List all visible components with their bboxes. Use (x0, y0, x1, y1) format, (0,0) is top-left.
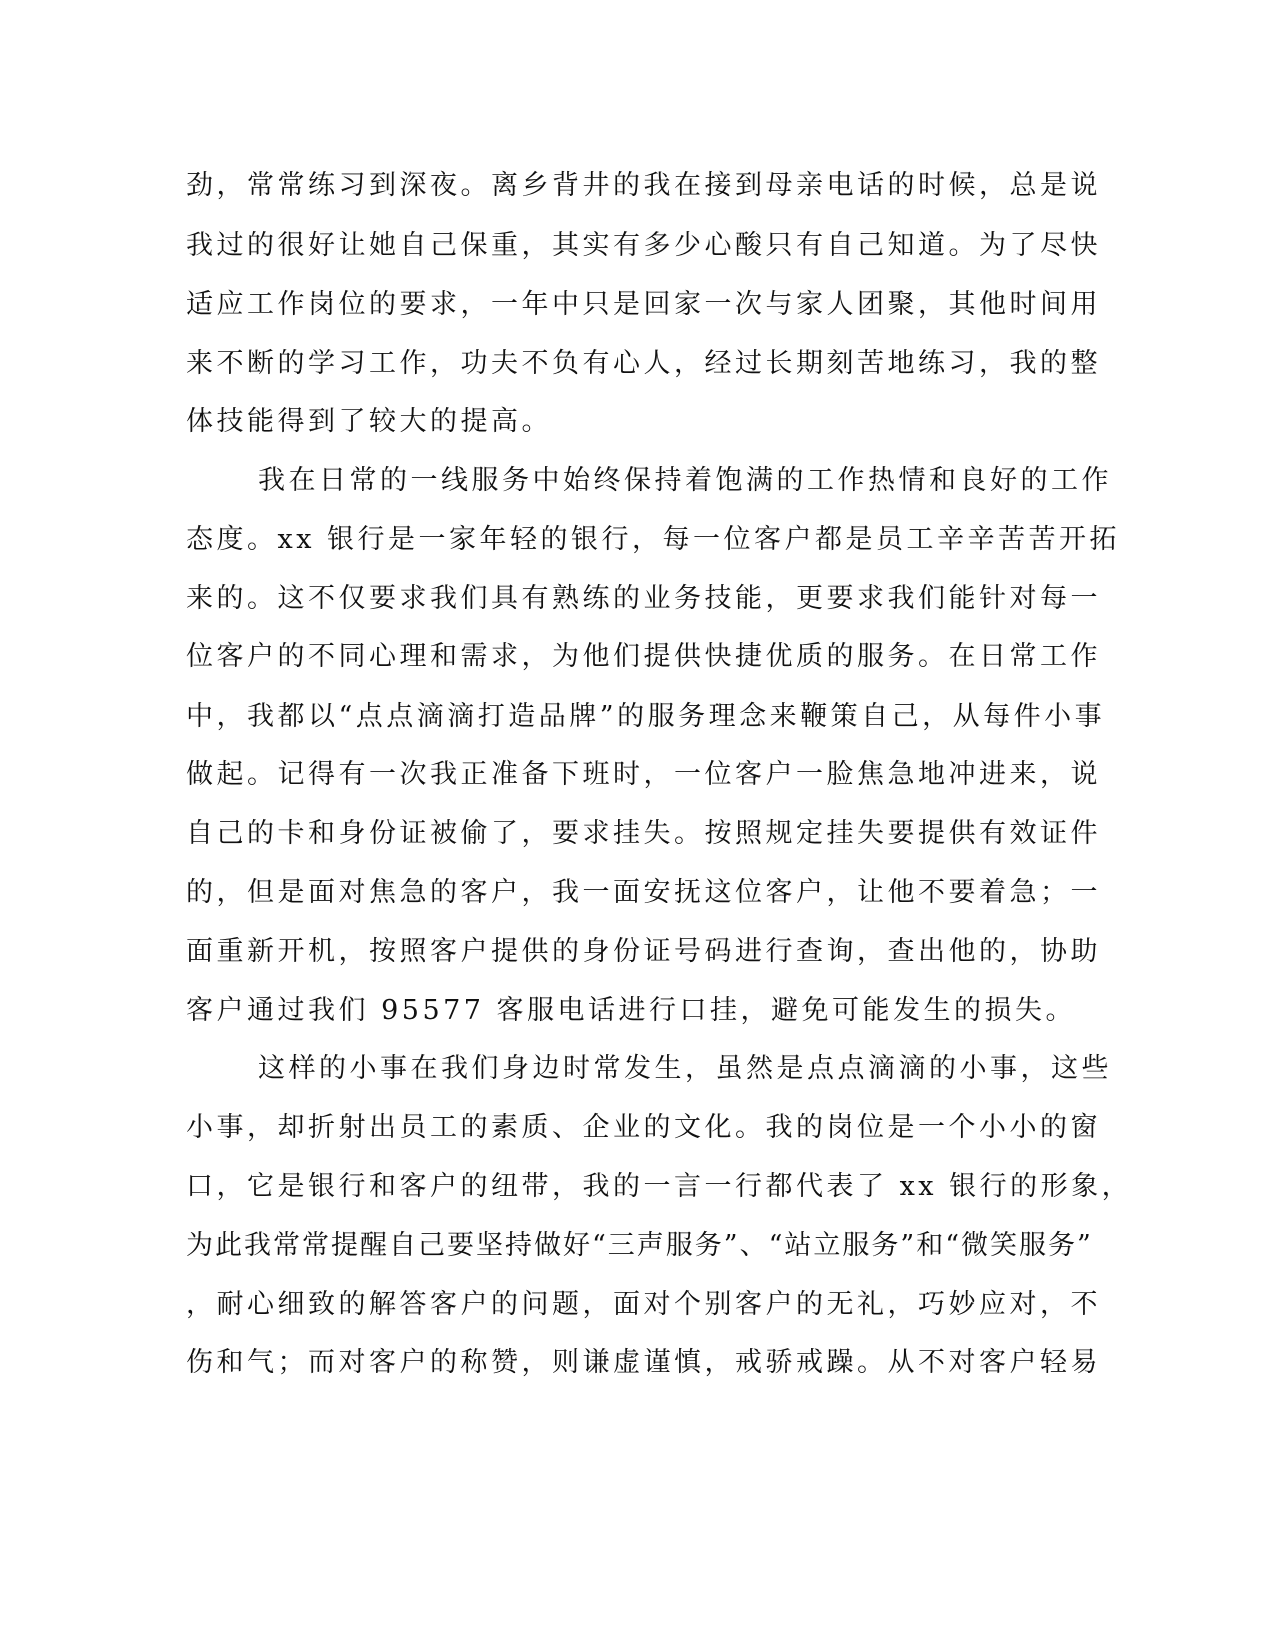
text-line: 体技能得到了较大的提高。 (186, 406, 552, 437)
text-line: 态度。xx 银行是一家年轻的银行，每一位客户都是员工辛辛苦苦开拓 (186, 524, 1121, 555)
text-line: 来不断的学习工作，功夫不负有心人，经过长期刻苦地练习，我的整 (186, 348, 1101, 379)
text-line: 客户通过我们 95577 客服电话进行口挂，避免可能发生的损失。 (186, 995, 1077, 1026)
text-line: 我过的很好让她自己保重，其实有多少心酸只有自己知道。为了尽快 (186, 230, 1101, 261)
text-line: 劲，常常练习到深夜。离乡背井的我在接到母亲电话的时候，总是说 (186, 170, 1101, 201)
text-line: 做起。记得有一次我正准备下班时，一位客户一脸焦急地冲进来，说 (186, 759, 1101, 790)
text-line: 适应工作岗位的要求，一年中只是回家一次与家人团聚，其他时间用 (186, 289, 1101, 320)
text-line: 小事，却折射出员工的素质、企业的文化。我的岗位是一个小小的窗 (186, 1112, 1101, 1143)
text-line: 中，我都以“点点滴滴打造品牌”的服务理念来鞭策自己，从每件小事 (186, 701, 1106, 732)
text-line: 口，它是银行和客户的纽带，我的一言一行都代表了 xx 银行的形象， (186, 1171, 1133, 1202)
text-line: 自己的卡和身份证被偷了，要求挂失。按照规定挂失要提供有效证件 (186, 818, 1101, 849)
paragraph-first-line: 这样的小事在我们身边时常发生，虽然是点点滴滴的小事，这些 (258, 1053, 1112, 1084)
text-line: 面重新开机，按照客户提供的身份证号码进行查询，查出他的，协助 (186, 936, 1101, 967)
text-line: ，耐心细致的解答客户的问题，面对个别客户的无礼，巧妙应对，不 (186, 1289, 1101, 1320)
text-line: 的，但是面对焦急的客户，我一面安抚这位客户，让他不要着急；一 (186, 877, 1101, 908)
text-line: 位客户的不同心理和需求，为他们提供快捷优质的服务。在日常工作 (186, 641, 1101, 672)
text-line: 为此我常常提醒自己要坚持做好“三声服务”、“站立服务”和“微笑服务” (186, 1230, 1093, 1261)
text-line: 来的。这不仅要求我们具有熟练的业务技能，更要求我们能针对每一 (186, 583, 1101, 614)
text-line: 伤和气；而对客户的称赞，则谦虚谨慎，戒骄戒躁。从不对客户轻易 (186, 1347, 1101, 1378)
paragraph-first-line: 我在日常的一线服务中始终保持着饱满的工作热情和良好的工作 (258, 465, 1112, 496)
